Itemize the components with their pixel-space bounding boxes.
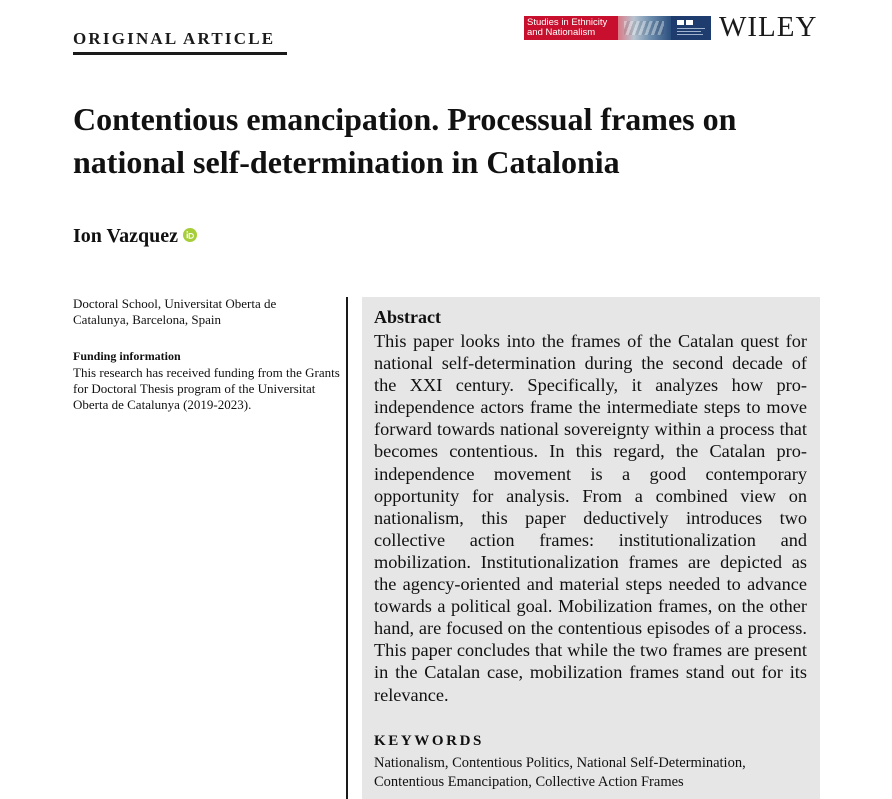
abstract-body: This paper looks into the frames of the Catalan quest for national self-determination during the second decade of the XXI century. Specifically, it analyzes how pro-independence actors frame the intermediate steps to move forward towards national sovereignty within a process that becomes contentious. In this regard, the Catalan pro-independence movement is a good contemporary opportunity for analysis. From a combined view on nationalism, this paper deductively introduces two collective action frames: institutionalization and mobilization. Institutionalization frames are depicted as the agency-oriented and material steps needed to advance towards a political goal. Mobilization frames, on the other hand, are focused on the contentious episodes of a process. This paper concludes that while the two frames are present in the Catalan case, mobilization frames stand out for its relevance. bbox=[374, 331, 807, 705]
article-title: Contentious emancipation. Processual frames on national self-determination in Catalonia bbox=[73, 101, 737, 180]
section-underline bbox=[73, 52, 287, 55]
abstract-heading: Abstract bbox=[374, 307, 441, 327]
section-label: ORIGINAL ARTICLE bbox=[73, 29, 276, 48]
author-name: Ion Vazquez bbox=[73, 225, 179, 247]
orcid-icon[interactable] bbox=[183, 225, 197, 239]
journal-logo-band bbox=[618, 16, 671, 40]
keywords-heading: KEYWORDS bbox=[374, 733, 484, 749]
journal-logo bbox=[524, 16, 711, 40]
publisher-logo: WILEY bbox=[719, 11, 818, 43]
column-divider bbox=[346, 297, 348, 799]
journal-logo-emblem-icon bbox=[671, 16, 711, 40]
abstract-box bbox=[362, 297, 820, 799]
funding-text: This research has received funding from the Grants for Doctoral Thesis program of the Universitat Oberta de Catalunya (2019-2023). bbox=[73, 365, 340, 412]
keywords-list: Nationalism, Contentious Politics, National Self-Determination, Contentious Emancipation, Collective Action Frames bbox=[374, 755, 746, 790]
author-affiliation: Doctoral School, Universitat Oberta de Catalunya, Barcelona, Spain bbox=[73, 296, 277, 327]
funding-heading: Funding information bbox=[73, 349, 181, 363]
author-line bbox=[73, 225, 197, 248]
journal-logo-text: Studies in Ethnicity and Nationalism bbox=[524, 16, 618, 40]
